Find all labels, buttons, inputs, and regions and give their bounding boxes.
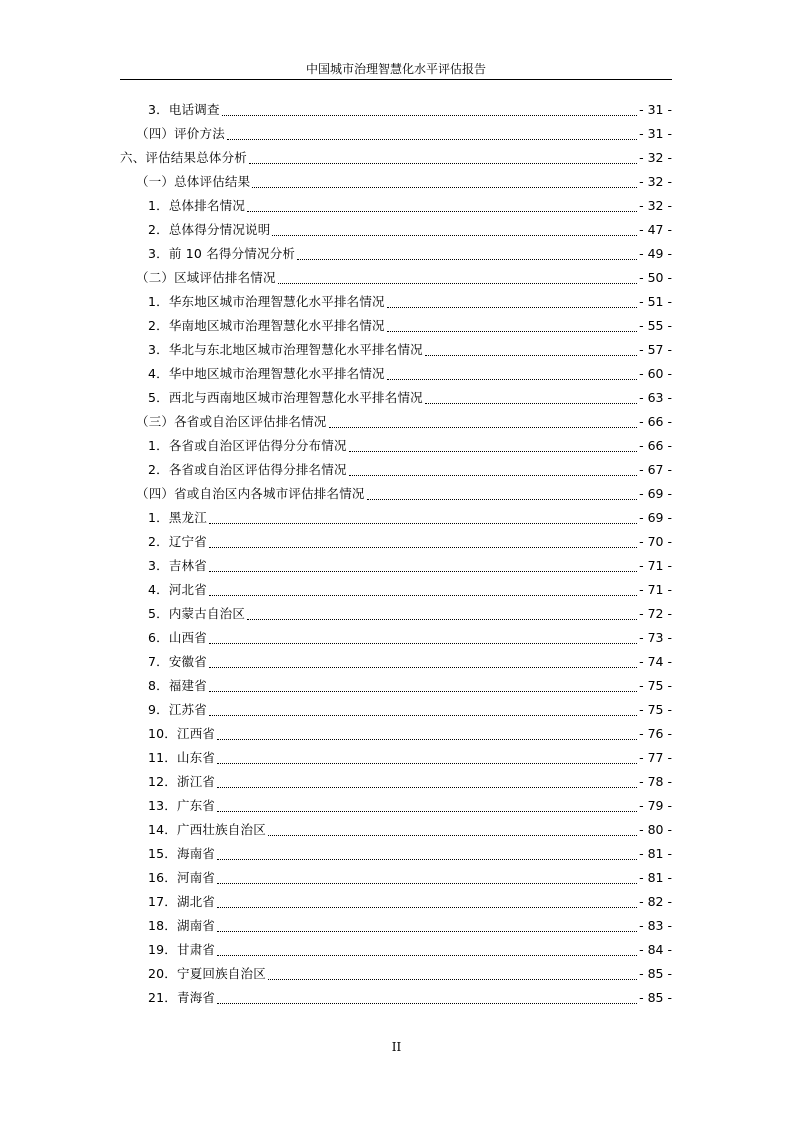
toc-entry-title: 13．广东省 xyxy=(148,798,216,813)
toc-entry[interactable] xyxy=(0,866,793,890)
toc-entry-title: （一）总体评估结果 xyxy=(136,174,251,189)
toc-entry[interactable] xyxy=(0,146,793,170)
toc-entry-page: - 84 - xyxy=(639,942,672,957)
toc-dot-leader xyxy=(268,979,637,980)
toc-entry-title: 六、评估结果总体分析 xyxy=(120,150,248,165)
toc-entry-title: 2．华南地区城市治理智慧化水平排名情况 xyxy=(148,318,385,333)
toc-entry-page: - 63 - xyxy=(639,390,672,405)
toc-entry-title: 21．青海省 xyxy=(148,990,216,1005)
toc-entry-page: - 55 - xyxy=(639,318,672,333)
toc-entry-title: 4．华中地区城市治理智慧化水平排名情况 xyxy=(148,366,385,381)
toc-entry-title: 5．西北与西南地区城市治理智慧化水平排名情况 xyxy=(148,390,423,405)
toc-entry-page: - 72 - xyxy=(639,606,672,621)
toc-entry[interactable] xyxy=(0,218,793,242)
toc-entry-page: - 71 - xyxy=(639,558,672,573)
toc-entry[interactable] xyxy=(0,530,793,554)
toc-dot-leader xyxy=(217,955,637,956)
toc-dot-leader xyxy=(252,187,637,188)
toc-entry[interactable] xyxy=(0,914,793,938)
toc-entry[interactable] xyxy=(0,938,793,962)
toc-entry-page: - 69 - xyxy=(639,510,672,525)
toc-entry-page: - 69 - xyxy=(639,486,672,501)
toc-entry-title: 10．江西省 xyxy=(148,726,216,741)
running-header: 中国城市治理智慧化水平评估报告 xyxy=(305,62,486,76)
toc-entry-title: 2．各省或自治区评估得分排名情况 xyxy=(148,462,347,477)
toc-dot-leader xyxy=(349,451,637,452)
toc-entry-title: 8．福建省 xyxy=(148,678,207,693)
toc-entry-page: - 50 - xyxy=(639,270,672,285)
toc-entry-title: 3．前 10 名得分情况分析 xyxy=(148,246,296,261)
toc-entry-page: - 78 - xyxy=(639,774,672,789)
toc-entry-page: - 32 - xyxy=(639,174,672,189)
toc-dot-leader xyxy=(329,427,638,428)
toc-entry-title: 4．河北省 xyxy=(148,582,207,597)
toc-dot-leader xyxy=(209,667,637,668)
page-number: II xyxy=(391,1040,402,1054)
toc-entry-title: 6．山西省 xyxy=(148,630,207,645)
toc-entry-title: 2．辽宁省 xyxy=(148,534,207,549)
toc-entry-title: （四）评价方法 xyxy=(136,126,225,141)
toc-entry[interactable] xyxy=(0,410,793,434)
toc-dot-leader xyxy=(349,475,637,476)
toc-dot-leader xyxy=(217,763,637,764)
toc-dot-leader xyxy=(272,235,637,236)
toc-dot-leader xyxy=(247,619,637,620)
toc-entry[interactable] xyxy=(0,794,793,818)
toc-entry[interactable] xyxy=(0,602,793,626)
toc-entry-title: 7．安徽省 xyxy=(148,654,207,669)
table-of-contents xyxy=(0,98,793,1010)
toc-entry[interactable] xyxy=(0,506,793,530)
toc-dot-leader xyxy=(217,1003,637,1004)
toc-entry-title: 1．黑龙江 xyxy=(148,510,207,525)
toc-dot-leader xyxy=(209,547,637,548)
toc-entry-page: - 83 - xyxy=(639,918,672,933)
toc-dot-leader xyxy=(217,811,637,812)
toc-entry-page: - 75 - xyxy=(639,678,672,693)
toc-entry-page: - 79 - xyxy=(639,798,672,813)
toc-entry[interactable] xyxy=(0,698,793,722)
toc-entry[interactable] xyxy=(0,962,793,986)
toc-entry-title: 1．华东地区城市治理智慧化水平排名情况 xyxy=(148,294,385,309)
toc-entry-title: 12．浙江省 xyxy=(148,774,216,789)
toc-entry-title: （二）区域评估排名情况 xyxy=(136,270,276,285)
toc-entry-page: - 57 - xyxy=(639,342,672,357)
toc-entry-title: 19．甘肃省 xyxy=(148,942,216,957)
toc-dot-leader xyxy=(249,163,637,164)
toc-entry[interactable] xyxy=(0,98,793,122)
toc-dot-leader xyxy=(217,739,637,740)
toc-dot-leader xyxy=(387,379,637,380)
toc-entry-title: （四）省或自治区内各城市评估排名情况 xyxy=(136,486,365,501)
toc-entry-page: - 70 - xyxy=(639,534,672,549)
toc-entry-title: 3．华北与东北地区城市治理智慧化水平排名情况 xyxy=(148,342,423,357)
toc-entry[interactable] xyxy=(0,170,793,194)
toc-entry[interactable] xyxy=(0,194,793,218)
toc-entry[interactable] xyxy=(0,362,793,386)
toc-entry-page: - 77 - xyxy=(639,750,672,765)
toc-entry-page: - 82 - xyxy=(639,894,672,909)
toc-entry-page: - 75 - xyxy=(639,702,672,717)
toc-entry[interactable] xyxy=(0,314,793,338)
toc-dot-leader xyxy=(297,259,637,260)
toc-entry-page: - 60 - xyxy=(639,366,672,381)
toc-entry-page: - 81 - xyxy=(639,870,672,885)
toc-dot-leader xyxy=(209,691,637,692)
toc-entry-page: - 32 - xyxy=(639,198,672,213)
toc-entry-page: - 49 - xyxy=(639,246,672,261)
header-rule xyxy=(120,79,672,80)
toc-entry-title: 3．吉林省 xyxy=(148,558,207,573)
toc-entry-page: - 85 - xyxy=(639,966,672,981)
toc-entry[interactable] xyxy=(0,242,793,266)
toc-dot-leader xyxy=(217,787,637,788)
toc-entry-title: 3．电话调查 xyxy=(148,102,220,117)
toc-dot-leader xyxy=(278,283,637,284)
toc-entry-page: - 31 - xyxy=(639,126,672,141)
toc-entry-title: 15．海南省 xyxy=(148,846,216,861)
toc-entry-title: 14．广西壮族自治区 xyxy=(148,822,266,837)
toc-dot-leader xyxy=(387,331,637,332)
toc-entry[interactable] xyxy=(0,482,793,506)
toc-entry-title: （三）各省或自治区评估排名情况 xyxy=(136,414,327,429)
toc-dot-leader xyxy=(217,883,637,884)
toc-dot-leader xyxy=(209,643,637,644)
toc-entry[interactable] xyxy=(0,434,793,458)
toc-entry-title: 2．总体得分情况说明 xyxy=(148,222,271,237)
toc-dot-leader xyxy=(217,931,637,932)
toc-dot-leader xyxy=(217,859,637,860)
toc-entry-title: 16．河南省 xyxy=(148,870,216,885)
toc-dot-leader xyxy=(227,139,637,140)
toc-entry[interactable] xyxy=(0,266,793,290)
toc-entry-page: - 73 - xyxy=(639,630,672,645)
toc-entry[interactable] xyxy=(0,626,793,650)
toc-entry-page: - 74 - xyxy=(639,654,672,669)
toc-entry-page: - 80 - xyxy=(639,822,672,837)
toc-entry[interactable] xyxy=(0,770,793,794)
toc-entry-title: 5．内蒙古自治区 xyxy=(148,606,246,621)
toc-dot-leader xyxy=(247,211,637,212)
toc-entry-page: - 67 - xyxy=(639,462,672,477)
toc-entry[interactable] xyxy=(0,746,793,770)
toc-dot-leader xyxy=(209,715,637,716)
toc-dot-leader xyxy=(209,523,637,524)
toc-dot-leader xyxy=(209,595,637,596)
toc-dot-leader xyxy=(222,115,637,116)
toc-dot-leader xyxy=(209,571,637,572)
toc-dot-leader xyxy=(367,499,638,500)
toc-entry-page: - 66 - xyxy=(639,414,672,429)
toc-entry-page: - 85 - xyxy=(639,990,672,1005)
toc-entry-title: 18．湖南省 xyxy=(148,918,216,933)
toc-entry[interactable] xyxy=(0,338,793,362)
toc-entry-title: 17．湖北省 xyxy=(148,894,216,909)
toc-entry[interactable] xyxy=(0,458,793,482)
toc-entry[interactable] xyxy=(0,842,793,866)
toc-entry-page: - 81 - xyxy=(639,846,672,861)
toc-entry[interactable] xyxy=(0,890,793,914)
toc-entry[interactable] xyxy=(0,722,793,746)
toc-entry-page: - 31 - xyxy=(639,102,672,117)
toc-entry-page: - 66 - xyxy=(639,438,672,453)
toc-entry[interactable] xyxy=(0,674,793,698)
toc-entry-page: - 71 - xyxy=(639,582,672,597)
toc-entry-title: 9．江苏省 xyxy=(148,702,207,717)
toc-entry-page: - 51 - xyxy=(639,294,672,309)
toc-entry-title: 11．山东省 xyxy=(148,750,216,765)
toc-entry[interactable] xyxy=(0,578,793,602)
toc-entry-title: 1．总体排名情况 xyxy=(148,198,246,213)
toc-entry-page: - 32 - xyxy=(639,150,672,165)
toc-dot-leader xyxy=(217,907,637,908)
toc-entry[interactable] xyxy=(0,386,793,410)
toc-entry-page: - 47 - xyxy=(639,222,672,237)
toc-entry[interactable] xyxy=(0,650,793,674)
toc-dot-leader xyxy=(268,835,637,836)
toc-dot-leader xyxy=(387,307,637,308)
toc-dot-leader xyxy=(425,355,637,356)
toc-entry[interactable] xyxy=(0,122,793,146)
toc-dot-leader xyxy=(425,403,637,404)
toc-entry-title: 1．各省或自治区评估得分分布情况 xyxy=(148,438,347,453)
toc-entry[interactable] xyxy=(0,986,793,1010)
toc-entry[interactable] xyxy=(0,818,793,842)
toc-entry[interactable] xyxy=(0,290,793,314)
toc-entry[interactable] xyxy=(0,554,793,578)
toc-entry-title: 20．宁夏回族自治区 xyxy=(148,966,266,981)
toc-entry-page: - 76 - xyxy=(639,726,672,741)
